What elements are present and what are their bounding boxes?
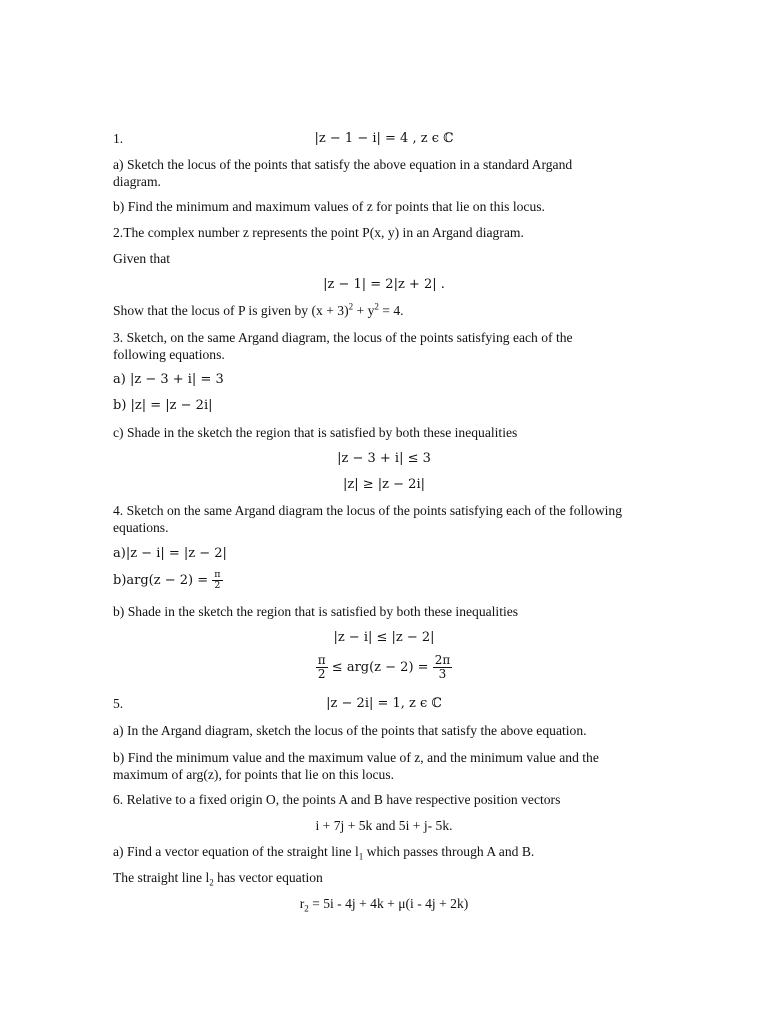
question-6a: a) Find a vector equation of the straight line $l_1$ which passes through A and B. bbox=[113, 844, 535, 862]
question-5-number: 5. bbox=[113, 696, 124, 711]
question-2-show: Show that the locus of P is given by $(x + 3)^2 + y^2 = 4$. bbox=[113, 301, 404, 318]
question-4-intro: 4. Sketch on the same Argand diagram the locus of the points satisfying each of the following equations. bbox=[113, 503, 623, 535]
two-pi-over-three-fraction: $\frac{2\pi}{3}$ bbox=[434, 653, 451, 681]
question-6-line-equation: $r_2 = 5i - 4j + 4k + \mu(i - 4j + 2k)$ bbox=[299, 896, 469, 914]
question-4b: b)arg(z − 2) = $\frac{\pi}{2}$ bbox=[113, 569, 221, 591]
question-2-equation: |z − 1| = 2|z + 2| . bbox=[323, 277, 445, 292]
question-5b: b) Find the minimum value and the maximum value of z, and the minimum value and the maximum of arg(z), for points that lie on this locus. bbox=[113, 750, 599, 782]
question-3a: a) |z − 3 + i| = 3 bbox=[113, 372, 224, 387]
question-2-given: Given that bbox=[113, 251, 171, 266]
question-4-inequality-1: |z − i| ≤ |z − 2| bbox=[333, 630, 435, 645]
question-3b: b) |z| = |z − 2i| bbox=[113, 398, 213, 413]
question-6-l2: The straight line $l_2$ has vector equation bbox=[113, 870, 323, 888]
question-4-inequality-2: $\frac{\pi}{2}$ ≤ arg(z − 2) = $\frac{2\pi}{3}$ bbox=[317, 653, 451, 681]
question-4c: b) Shade in the sketch the region that is satisfied by both these inequalities bbox=[113, 604, 519, 619]
question-5-equation: |z − 2i| = 1, z ϵ ℂ bbox=[326, 696, 442, 711]
question-2-intro: 2.The complex number z represents the point P(x, y) in an Argand diagram. bbox=[113, 225, 524, 240]
pi-over-two-fraction: $\frac{\pi}{2}$ bbox=[317, 653, 326, 681]
question-3-intro: 3. Sketch, on the same Argand diagram, the locus of the points satisfying each of the following equations. bbox=[113, 330, 573, 362]
question-3-inequality-1: |z − 3 + i| ≤ 3 bbox=[337, 451, 431, 466]
question-3c: c) Shade in the sketch the region that is satisfied by both these inequalities bbox=[113, 425, 518, 440]
question-4a: a)|z − i| = |z − 2| bbox=[113, 546, 227, 561]
question-1b: b) Find the minimum and maximum values of z for points that lie on this locus. bbox=[113, 199, 545, 214]
question-1-number: 1. bbox=[113, 131, 124, 146]
question-1a: a) Sketch the locus of the points that satisfy the above equation in a standard Argand diagram. bbox=[113, 157, 573, 189]
question-5a: a) In the Argand diagram, sketch the locus of the points that satisfy the above equation. bbox=[113, 723, 587, 738]
question-6-vectors: i + 7j + 5k and 5i + j- 5k. bbox=[315, 818, 453, 833]
question-6-intro: 6. Relative to a fixed origin O, the points A and B have respective position vectors bbox=[113, 792, 561, 807]
question-3-inequality-2: |z| ≥ |z − 2i| bbox=[343, 477, 425, 492]
pi-over-two-fraction: $\frac{\pi}{2}$ bbox=[214, 569, 221, 591]
question-1-equation: |z − 1 − i| = 4 , z ϵ ℂ bbox=[314, 131, 454, 146]
